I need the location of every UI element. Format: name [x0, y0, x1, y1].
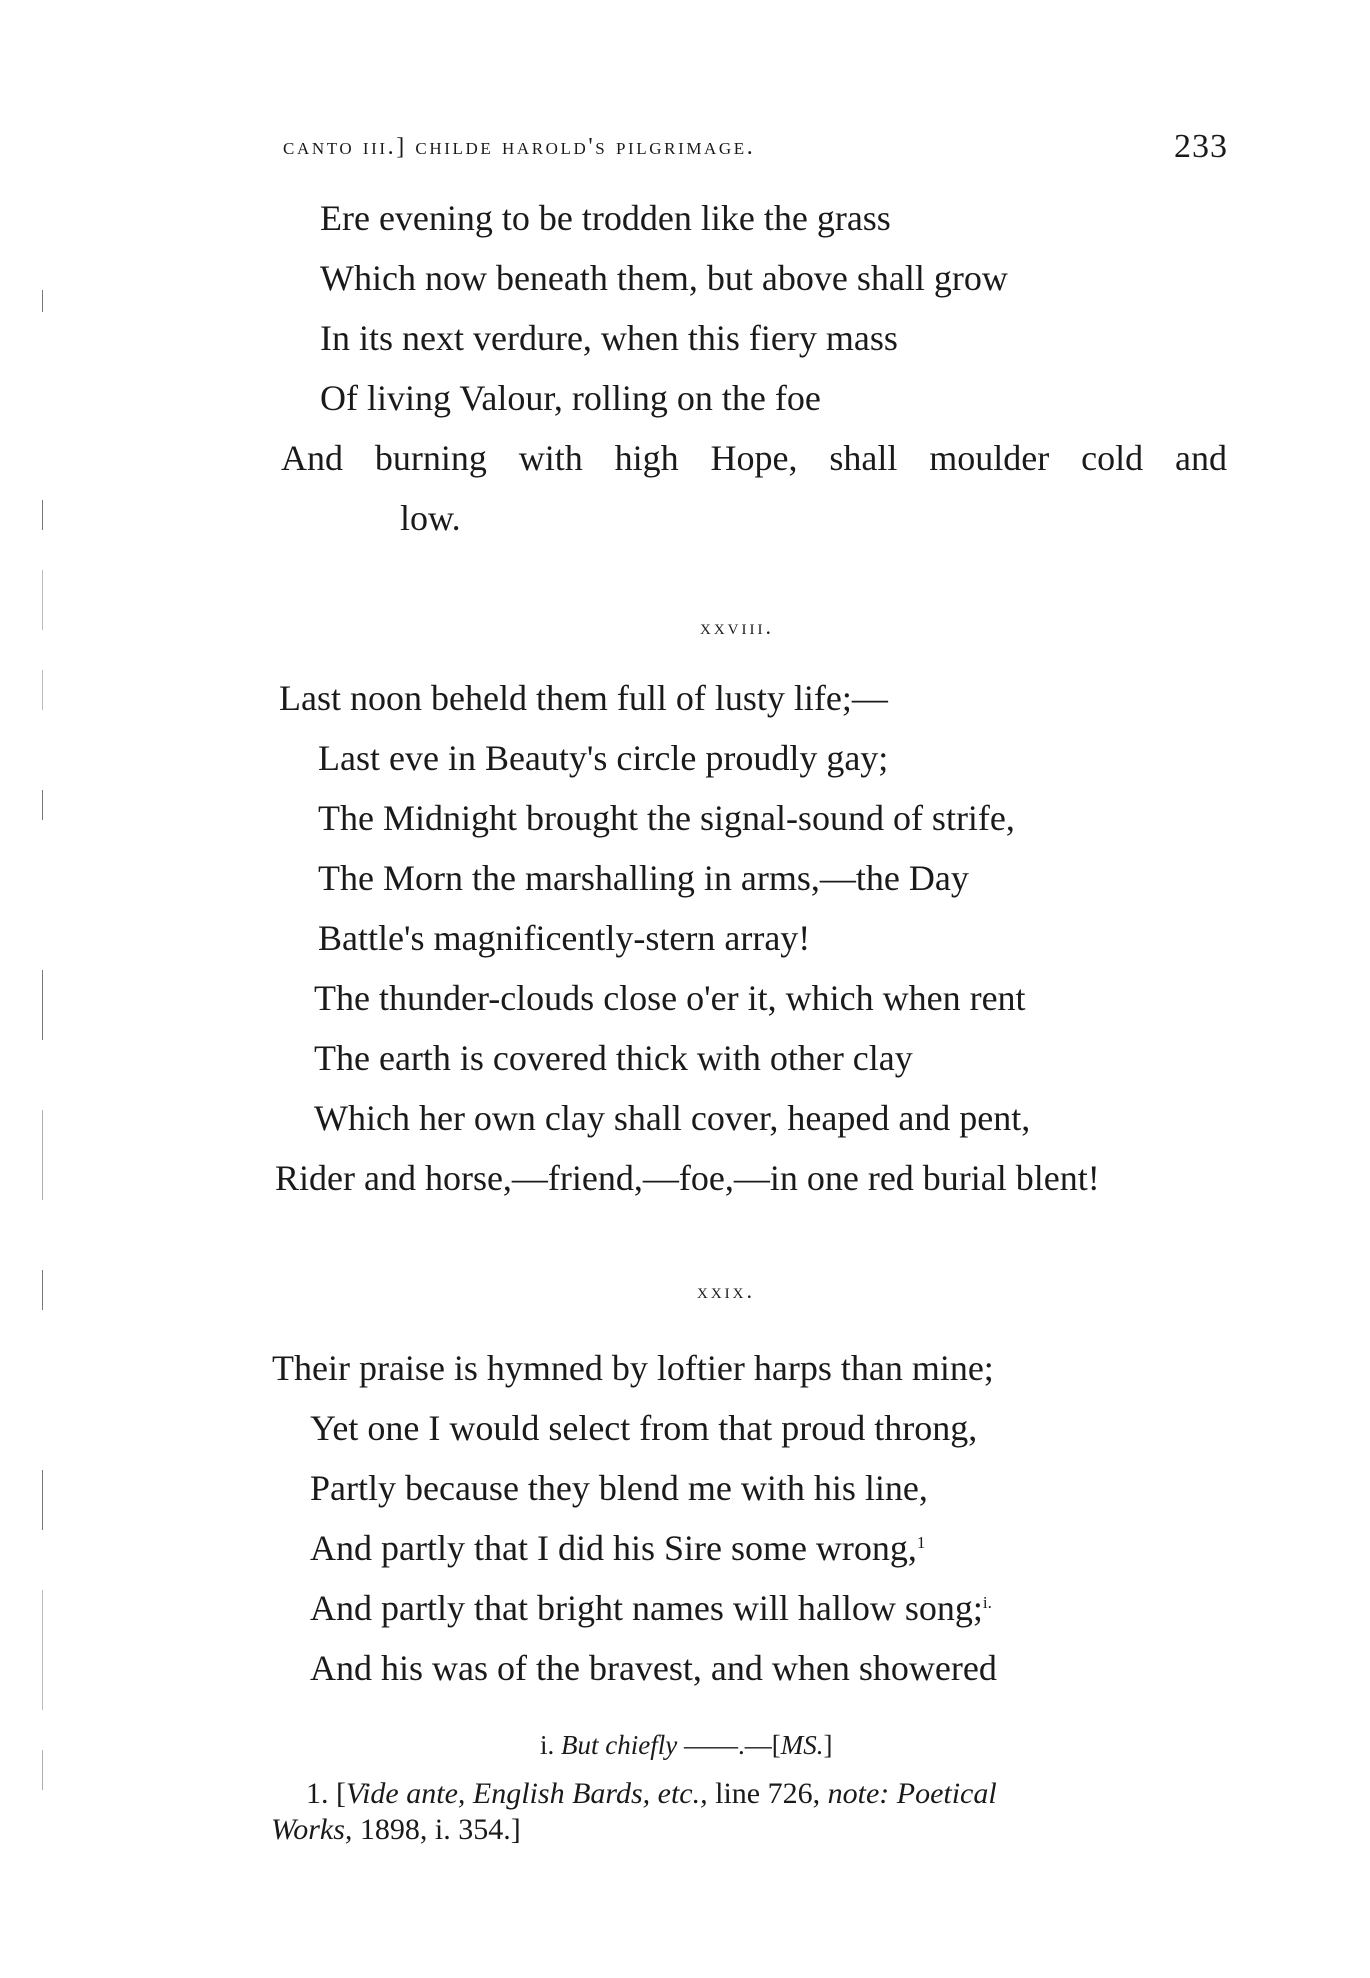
footnote-note: note: Poetical	[827, 1777, 997, 1810]
verse-line: Which her own clay shall cover, heaped and pent,	[314, 1098, 1031, 1138]
footnote-line-1	[306, 1776, 997, 1812]
binding-edge-marks	[38, 250, 52, 1850]
verse-line: Last eve in Beauty's circle proudly gay;	[318, 738, 889, 778]
footnote-citation: 1898, i. 354.]	[359, 1813, 521, 1846]
verse-text: And partly that bright names will hallow song;	[310, 1588, 983, 1628]
running-head	[283, 128, 1228, 168]
variant-mark: i.	[982, 1593, 992, 1612]
variant-note	[540, 1730, 832, 1761]
verse-word: And	[281, 438, 343, 478]
stanza-number: xxviii.	[700, 614, 774, 639]
variant-note-close: ]	[823, 1730, 833, 1760]
variant-note-dash: ——.—[	[683, 1730, 781, 1760]
variant-note-marker: i.	[540, 1730, 555, 1760]
verse-line: Yet one I would select from that proud throng,	[310, 1408, 978, 1448]
footnote-line-2	[271, 1812, 521, 1848]
verse-word: shall	[829, 438, 898, 478]
verse-line-with-note	[310, 1586, 992, 1630]
variant-note-text: But chiefly	[561, 1730, 678, 1760]
verse-line: The Morn the marshalling in arms,—the Day	[318, 858, 969, 898]
verse-word: Hope,	[710, 438, 798, 478]
footnote-line-ref: line 726,	[715, 1777, 821, 1810]
verse-word: moulder	[929, 438, 1050, 478]
footnote-reference: Vide ante, English Bards, etc.,	[346, 1777, 708, 1810]
verse-word: with	[518, 438, 583, 478]
verse-line: Battle's magnificently-stern array!	[318, 918, 811, 958]
verse-line: Last noon beheld them full of lusty life;—	[279, 678, 888, 718]
verse-line: Partly because they blend me with his line,	[310, 1468, 928, 1508]
verse-word: and	[1174, 438, 1227, 478]
verse-line: The earth is covered thick with other clay	[314, 1038, 913, 1078]
verse-word: burning	[374, 438, 487, 478]
verse-line: Of living Valour, rolling on the foe	[320, 378, 821, 418]
verse-line: Ere evening to be trodden like the grass	[320, 198, 891, 238]
verse-text: And partly that I did his Sire some wrong,	[310, 1528, 917, 1568]
verse-word: high	[614, 438, 679, 478]
verse-line: Rider and horse,—friend,—foe,—in one red burial blent!	[275, 1158, 1100, 1198]
footnote-open-bracket: [	[336, 1777, 346, 1810]
variant-note-source: MS.	[780, 1730, 824, 1760]
verse-line: Which now beneath them, but above shall grow	[320, 258, 1008, 298]
footnote-mark: 1	[916, 1533, 926, 1552]
stanza-number: xxix.	[697, 1278, 755, 1303]
verse-line-with-note	[310, 1526, 925, 1570]
verse-line: Their praise is hymned by loftier harps than mine;	[272, 1348, 994, 1388]
running-head-title: canto iii.] childe harold's pilgrimage.	[283, 134, 756, 160]
verse-word: cold	[1081, 438, 1144, 478]
verse-line: And his was of the bravest, and when showered	[310, 1648, 997, 1688]
verse-line: The Midnight brought the signal-sound of strife,	[318, 798, 1015, 838]
verse-line: The thunder-clouds close o'er it, which when rent	[314, 978, 1026, 1018]
verse-line: In its next verdure, when this fiery mass	[320, 318, 898, 358]
verse-line-continuation: low.	[400, 498, 461, 538]
page-number: 233	[1174, 128, 1228, 165]
footnote-works: Works,	[271, 1813, 353, 1846]
footnote-marker: 1.	[306, 1777, 329, 1810]
alexandrine-line	[281, 436, 1227, 480]
